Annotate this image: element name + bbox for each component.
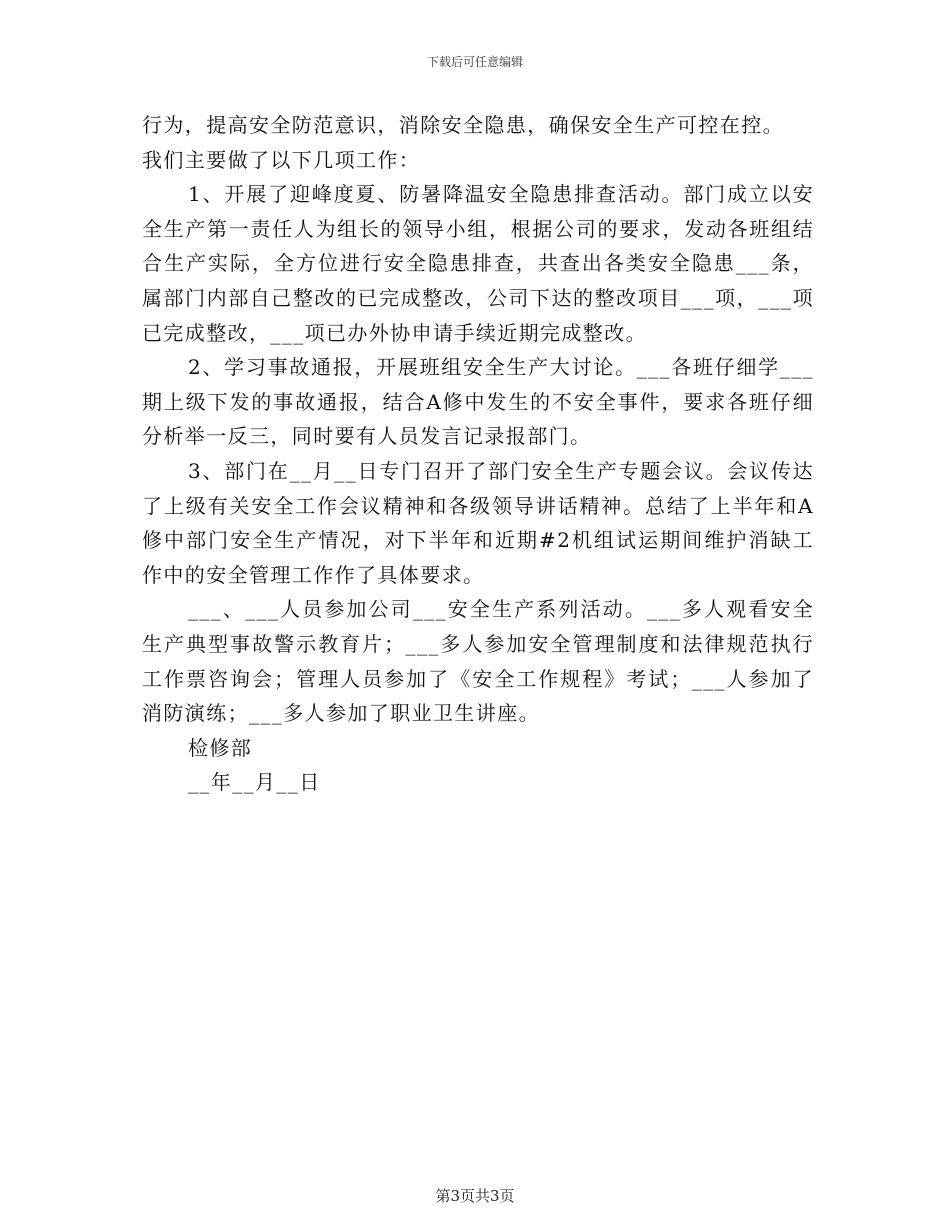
paragraph-item-3: 3、部门在__月__日专门召开了部门安全生产专题会议。会议传达了上级有关安全工作会议精神和各级领导讲话精神。总结了上半年和A修中部门安全生产情况，对下半年和近期#2机组试运期间维护消缺工作中的安全管理工作作了具体要求。 <box>142 458 814 587</box>
page-footer-number: 第3页共3页 <box>435 1187 515 1205</box>
paragraph-item-1: 1、开展了迎峰度夏、防暑降温安全隐患排查活动。部门成立以安全生产第一责任人为组长的领导小组，根据公司的要求，发动各班组结合生产实际，全方位进行安全隐患排查，共查出各类安全隐患___条，属部门内部自己整改的已完成整改，公司下达的整改项目___项，___项已完成整改，___项已办外协申请手续近期完成整改。 <box>142 182 814 345</box>
paragraph-intro: 我们主要做了以下几项工作： <box>142 147 421 172</box>
paragraph-continuation: 行为，提高安全防范意识，消除安全隐患，确保安全生产可控在控。 <box>142 113 784 137</box>
document-body <box>142 108 814 800</box>
signature-date: __年__月__日 <box>188 770 321 795</box>
paragraph-item-2: 2、学习事故通报，开展班组安全生产大讨论。___各班仔细学___期上级下发的事故通报，结合A修中发生的不安全事件，要求各班仔细分析举一反三，同时要有人员发言记录报部门。 <box>142 355 814 449</box>
signature-department: 检修部 <box>188 735 253 760</box>
paragraph-item-4: ___、___人员参加公司___安全生产系列活动。___多人观看安全生产典型事故警示教育片；___多人参加安全管理制度和法律规范执行工作票咨询会；管理人员参加了《安全工作规程》考试；___人参加了消防演练；___多人参加了职业卫生讲座。 <box>142 597 814 726</box>
page-header-note: 下载后可任意编辑 <box>426 55 523 69</box>
